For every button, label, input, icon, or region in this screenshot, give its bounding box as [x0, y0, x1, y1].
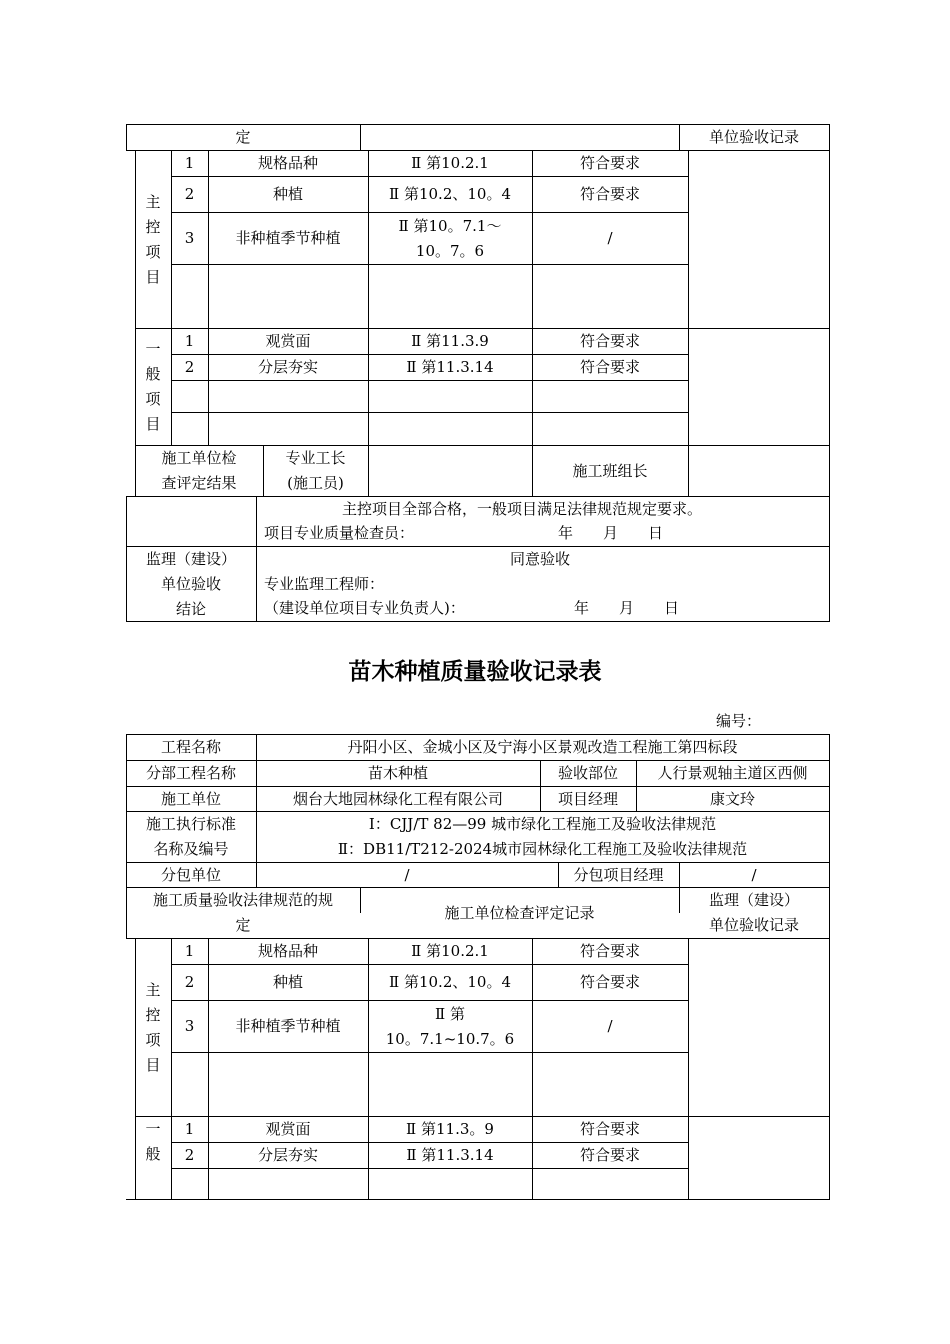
supervision-header: 监理（建设） 单位验收记录 — [708, 891, 799, 934]
standard-label: 施工执行标准 名称及编号 — [145, 815, 236, 858]
standard-values — [256, 812, 829, 862]
project-manager-label: 项目经理 — [557, 789, 618, 808]
item-name: 非种植季节种植 — [235, 1017, 341, 1035]
project-name-value: 丹阳小区、金城小区及宁海小区景观改造工程施工第四标段 — [347, 738, 738, 756]
conclusion-text: 主控项目全部合格，一般项目满足法律规范规定要求。 — [342, 500, 703, 518]
item-result: 符合要求 — [579, 185, 640, 203]
document-title: 苗木种植质量验收记录表 — [348, 659, 602, 685]
item-result: 符合要求 — [579, 973, 640, 991]
main-control-label: 主 控 项 目 — [145, 980, 161, 1074]
construction-unit-label: 施工单位 — [160, 789, 221, 808]
supervision-header: 单位验收记录 — [708, 128, 799, 146]
item-no: 3 — [184, 229, 195, 247]
item-no: 1 — [184, 942, 195, 960]
subcontract-label: 分包单位 — [160, 865, 221, 884]
item-no: 3 — [184, 1017, 195, 1035]
item-result: 符合要求 — [579, 358, 640, 376]
item-result: / — [607, 1017, 613, 1035]
item-clause: Ⅱ 第10.2.1 — [411, 154, 489, 172]
item-name: 观赏面 — [265, 1120, 311, 1138]
team-leader-label: 施工班组长 — [572, 461, 648, 480]
sub-manager-value: / — [751, 865, 757, 884]
item-clause: Ⅱ 第11.3.14 — [406, 1146, 494, 1164]
item-clause: Ⅱ 第 10。7.1~10.7。6 — [385, 1004, 515, 1048]
supervision-date: 年 月 日 — [574, 599, 680, 617]
item-name: 种植 — [272, 185, 303, 203]
inspector-label: 项目专业质量检查员： — [264, 524, 415, 542]
item-no: 1 — [184, 154, 195, 172]
item-no: 1 — [184, 1120, 195, 1138]
subcontract-value: / — [404, 865, 410, 884]
item-name: 观赏面 — [265, 332, 311, 350]
item-result: 符合要求 — [579, 154, 640, 172]
number-label: 编号： — [716, 712, 762, 730]
project-name-label: 工程名称 — [160, 738, 221, 756]
check-result-label: 施工单位检 查评定结果 — [161, 449, 237, 492]
item-clause: Ⅱ 第10.2.1 — [411, 942, 489, 960]
supervision-opinion: 同意验收 — [510, 550, 571, 568]
item-clause: Ⅱ 第10。7.1～ 10。7。6 — [398, 216, 502, 260]
item-result: 符合要求 — [579, 1120, 640, 1138]
supervisor-label: 专业监理工程师： — [264, 575, 385, 593]
item-no: 2 — [184, 1146, 195, 1164]
item-clause: Ⅱ 第10.2、10。4 — [389, 973, 511, 991]
item-result: / — [607, 229, 613, 247]
supervision-conclusion-label: 监理（建设） 单位验收 结论 — [145, 549, 236, 618]
item-no: 2 — [184, 358, 195, 376]
acceptance-part-label: 验收部位 — [557, 764, 618, 782]
main-control-label: 主 控 项 目 — [145, 192, 161, 286]
project-manager-value: 康文玲 — [709, 789, 755, 808]
item-no: 2 — [184, 973, 195, 991]
owner-rep-label: （建设单位项目专业负责人)： — [264, 599, 465, 617]
general-items-label: 一 般 项 目 — [145, 340, 161, 433]
standard-1: Ⅰ：CJJ/T 82—99 城市绿化工程施工及验收法律规范 — [368, 815, 717, 833]
item-clause: Ⅱ 第11.3.14 — [406, 358, 494, 376]
foreman-label: 专业工长 (施工员) — [285, 449, 346, 492]
check-header: 施工单位检查评定记录 — [444, 903, 595, 922]
item-result: 符合要求 — [579, 1146, 640, 1164]
item-name: 规格品种 — [257, 942, 318, 960]
sub-manager-label: 分包项目经理 — [573, 865, 664, 884]
inspector-date: 年 月 日 — [558, 524, 664, 542]
spec-header-tail: 定 — [235, 128, 251, 146]
item-result: 符合要求 — [579, 332, 640, 350]
item-no: 1 — [184, 332, 195, 350]
general-items-label: 一 般 — [145, 1120, 161, 1163]
item-clause: Ⅱ 第11.3.9 — [411, 332, 489, 350]
spec-header: 施工质量验收法律规范的规 定 — [152, 891, 333, 934]
acceptance-part-value: 人行景观轴主道区西侧 — [657, 764, 808, 782]
construction-unit-value: 烟台大地园林绿化工程有限公司 — [292, 789, 503, 808]
item-no: 2 — [184, 185, 195, 203]
item-name: 分层夯实 — [257, 358, 318, 376]
item-name: 规格品种 — [257, 154, 318, 172]
sub-project-value: 苗木种植 — [367, 764, 428, 782]
item-name: 非种植季节种植 — [235, 229, 341, 247]
item-name: 种植 — [272, 973, 303, 991]
item-clause: Ⅱ 第11.3。9 — [406, 1120, 494, 1138]
sub-project-label: 分部工程名称 — [145, 764, 236, 782]
item-name: 分层夯实 — [257, 1146, 318, 1164]
item-result: 符合要求 — [579, 942, 640, 960]
standard-2: Ⅱ：DB11/T212-2024城市园林绿化工程施工及验收法律规范 — [337, 840, 748, 858]
item-clause: Ⅱ 第10.2、10。4 — [389, 185, 511, 203]
